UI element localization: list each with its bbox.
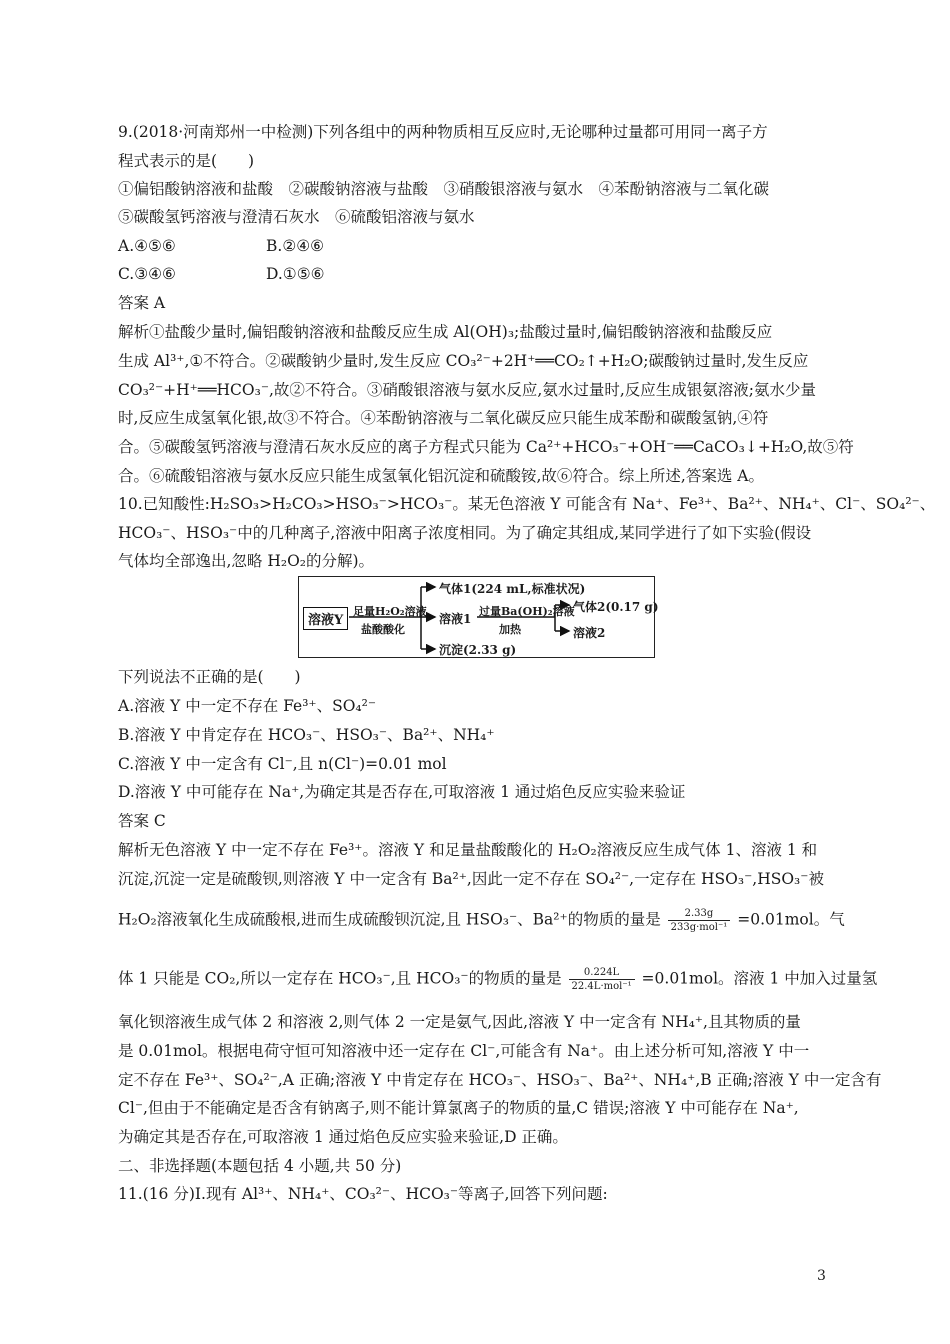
- q10-explanation-6: 是 0.01mol。根据电荷守恒可知溶液中还一定存在 Cl⁻,可能含有 Na⁺。由上述分析可知,溶液 Y 中一: [118, 1042, 810, 1060]
- fraction-2-denominator: 22.4L·mol⁻¹: [571, 981, 632, 992]
- q10-option-b: B.溶液 Y 中肯定存在 HCO₃⁻、HSO₃⁻、Ba²⁺、NH₄⁺: [118, 726, 495, 744]
- flow-reagent-2b: 加热: [499, 623, 521, 636]
- section-heading: 二、非选择题(本题包括 4 小题,共 50 分): [118, 1157, 402, 1175]
- flow-solution-1: 溶液1: [439, 612, 472, 626]
- q9-explanation-5: 合。⑤碳酸氢钙溶液与澄清石灰水反应的离子方程式只能为 Ca²⁺+HCO₃⁻+OH⁻══CaCO₃↓+H₂O,故⑤符: [118, 438, 854, 456]
- q10-answer: 答案 C: [118, 812, 166, 830]
- flow-reagent-1: 足量H₂O₂溶液: [353, 605, 427, 618]
- flow-reagent-1b: 盐酸酸化: [361, 623, 405, 636]
- q9-option-a: A.④⑤⑥: [118, 237, 176, 255]
- flow-start-box: 溶液Y: [303, 607, 348, 630]
- flow-gas-1: 气体1(224 mL,标准状况): [439, 582, 586, 596]
- flow-precipitate: 沉淀(2.33 g): [439, 643, 517, 657]
- fraction-1: [668, 907, 731, 934]
- q9-explanation-4: 时,反应生成氢氧化银,故③不符合。④苯酚钠溶液与二氧化碳反应只能生成苯酚和碳酸氢钠,④符: [118, 409, 769, 427]
- q10-explanation-3: [118, 907, 845, 934]
- q9-explanation-2: 生成 Al³⁺,①不符合。②碳酸钠少量时,发生反应 CO₃²⁻+2H⁺══CO₂↑+H₂O;碳酸钠过量时,发生反应: [118, 352, 809, 370]
- q10-explanation-4b: =0.01mol。溶液 1 中加入过量氢: [641, 969, 878, 988]
- q9-items: ①偏铝酸钠溶液和盐酸 ②碳酸钠溶液与盐酸 ③硝酸银溶液与氨水 ④苯酚钠溶液与二氧化碳: [118, 180, 770, 198]
- q9-option-b: B.②④⑥: [266, 237, 325, 255]
- q10-explanation-2: 沉淀,沉淀一定是硫酸钡,则溶液 Y 中一定含有 Ba²⁺,因此一定不存在 SO₄²⁻,一定存在 HSO₃⁻,HSO₃⁻被: [118, 870, 824, 888]
- q10-ask: 下列说法不正确的是( ): [118, 668, 301, 686]
- q10-explanation-5: 氧化钡溶液生成气体 2 和溶液 2,则气体 2 一定是氨气,因此,溶液 Y 中一定含有 NH₄⁺,且其物质的量: [118, 1013, 801, 1031]
- fraction-1-numerator: 2.33g: [668, 907, 731, 921]
- flow-gas-2: 气体2(0.17 g): [573, 600, 659, 614]
- q10-stem: 10.已知酸性:H₂SO₃>H₂CO₃>HSO₃⁻>HCO₃⁻。某无色溶液 Y 可能含有 Na⁺、Fe³⁺、Ba²⁺、NH₄⁺、Cl⁻、SO₄²⁻、: [118, 495, 936, 513]
- q9-option-d: D.①⑤⑥: [266, 265, 325, 283]
- q9-explanation-1: 解析①盐酸少量时,偏铝酸钠溶液和盐酸反应生成 Al(OH)₃;盐酸过量时,偏铝酸钠溶液和盐酸反应: [118, 323, 773, 341]
- q10-option-c: C.溶液 Y 中一定含有 Cl⁻,且 n(Cl⁻)=0.01 mol: [118, 755, 447, 773]
- q10-explanation-1: 解析无色溶液 Y 中一定不存在 Fe³⁺。溶液 Y 和足量盐酸酸化的 H₂O₂溶液反应生成气体 1、溶液 1 和: [118, 841, 818, 859]
- q10-explanation-4a: 体 1 只能是 CO₂,所以一定存在 HCO₃⁻,且 HCO₃⁻的物质的量是: [118, 969, 562, 988]
- q10-explanation-9: 为确定其是否存在,可取溶液 1 通过焰色反应实验来验证,D 正确。: [118, 1128, 568, 1146]
- q9-stem-cont: 程式表示的是( ): [118, 152, 255, 170]
- q10-option-a: A.溶液 Y 中一定不存在 Fe³⁺、SO₄²⁻: [118, 697, 377, 715]
- q10-explanation-7: 定不存在 Fe³⁺、SO₄²⁻,A 正确;溶液 Y 中肯定存在 HCO₃⁻、HSO₃⁻、Ba²⁺、NH₄⁺,B 正确;溶液 Y 中一定含有: [118, 1071, 882, 1089]
- q10-stem-cont-2: 气体均全部逸出,忽略 H₂O₂的分解)。: [118, 552, 375, 570]
- q10-stem-cont: HCO₃⁻、HSO₃⁻中的几种离子,溶液中阳离子浓度相同。为了确定其组成,某同学进行了如下实验(假设: [118, 524, 812, 542]
- fraction-1-denominator: 233g·mol⁻¹: [670, 922, 728, 933]
- q9-explanation-3: CO₃²⁻+H⁺══HCO₃⁻,故②不符合。③硝酸银溶液与氨水反应,氨水过量时,反应生成银氨溶液;氨水少量: [118, 381, 817, 399]
- q9-stem: 9.(2018·河南郑州一中检测)下列各组中的两种物质相互反应时,无论哪种过量都可用同一离子方: [118, 123, 768, 141]
- page-number: 3: [817, 1268, 826, 1284]
- q9-answer: 答案 A: [118, 294, 166, 312]
- flow-solution-2: 溶液2: [573, 626, 606, 640]
- flow-diagram: [298, 576, 659, 658]
- fraction-2-numerator: 0.224L: [569, 966, 635, 980]
- flow-reagent-2: 过量Ba(OH)₂溶液: [479, 605, 575, 618]
- q10-explanation-3a: H₂O₂溶液氧化生成硫酸根,进而生成硫酸钡沉淀,且 HSO₃⁻、Ba²⁺的物质的量是: [118, 910, 661, 929]
- q10-explanation-8: Cl⁻,但由于不能确定是否含有钠离子,则不能计算氯离子的物质的量,C 错误;溶液 Y 中可能存在 Na⁺,: [118, 1099, 799, 1117]
- q9-explanation-6: 合。⑥硫酸铝溶液与氨水反应只能生成氢氧化铝沉淀和硫酸铵,故⑥符合。综上所述,答案选 A。: [118, 467, 764, 485]
- q10-explanation-4: [118, 966, 877, 993]
- q9-option-c: C.③④⑥: [118, 265, 176, 283]
- q10-explanation-3b: =0.01mol。气: [737, 910, 845, 929]
- q10-option-d: D.溶液 Y 中可能存在 Na⁺,为确定其是否存在,可取溶液 1 通过焰色反应实验来验证: [118, 783, 686, 801]
- fraction-2: [569, 966, 635, 993]
- q11-stem: 11.(16 分)Ⅰ.现有 Al³⁺、NH₄⁺、CO₃²⁻、HCO₃⁻等离子,回答下列问题:: [118, 1185, 608, 1203]
- q9-items-cont: ⑤碳酸氢钙溶液与澄清石灰水 ⑥硫酸铝溶液与氨水: [118, 208, 475, 226]
